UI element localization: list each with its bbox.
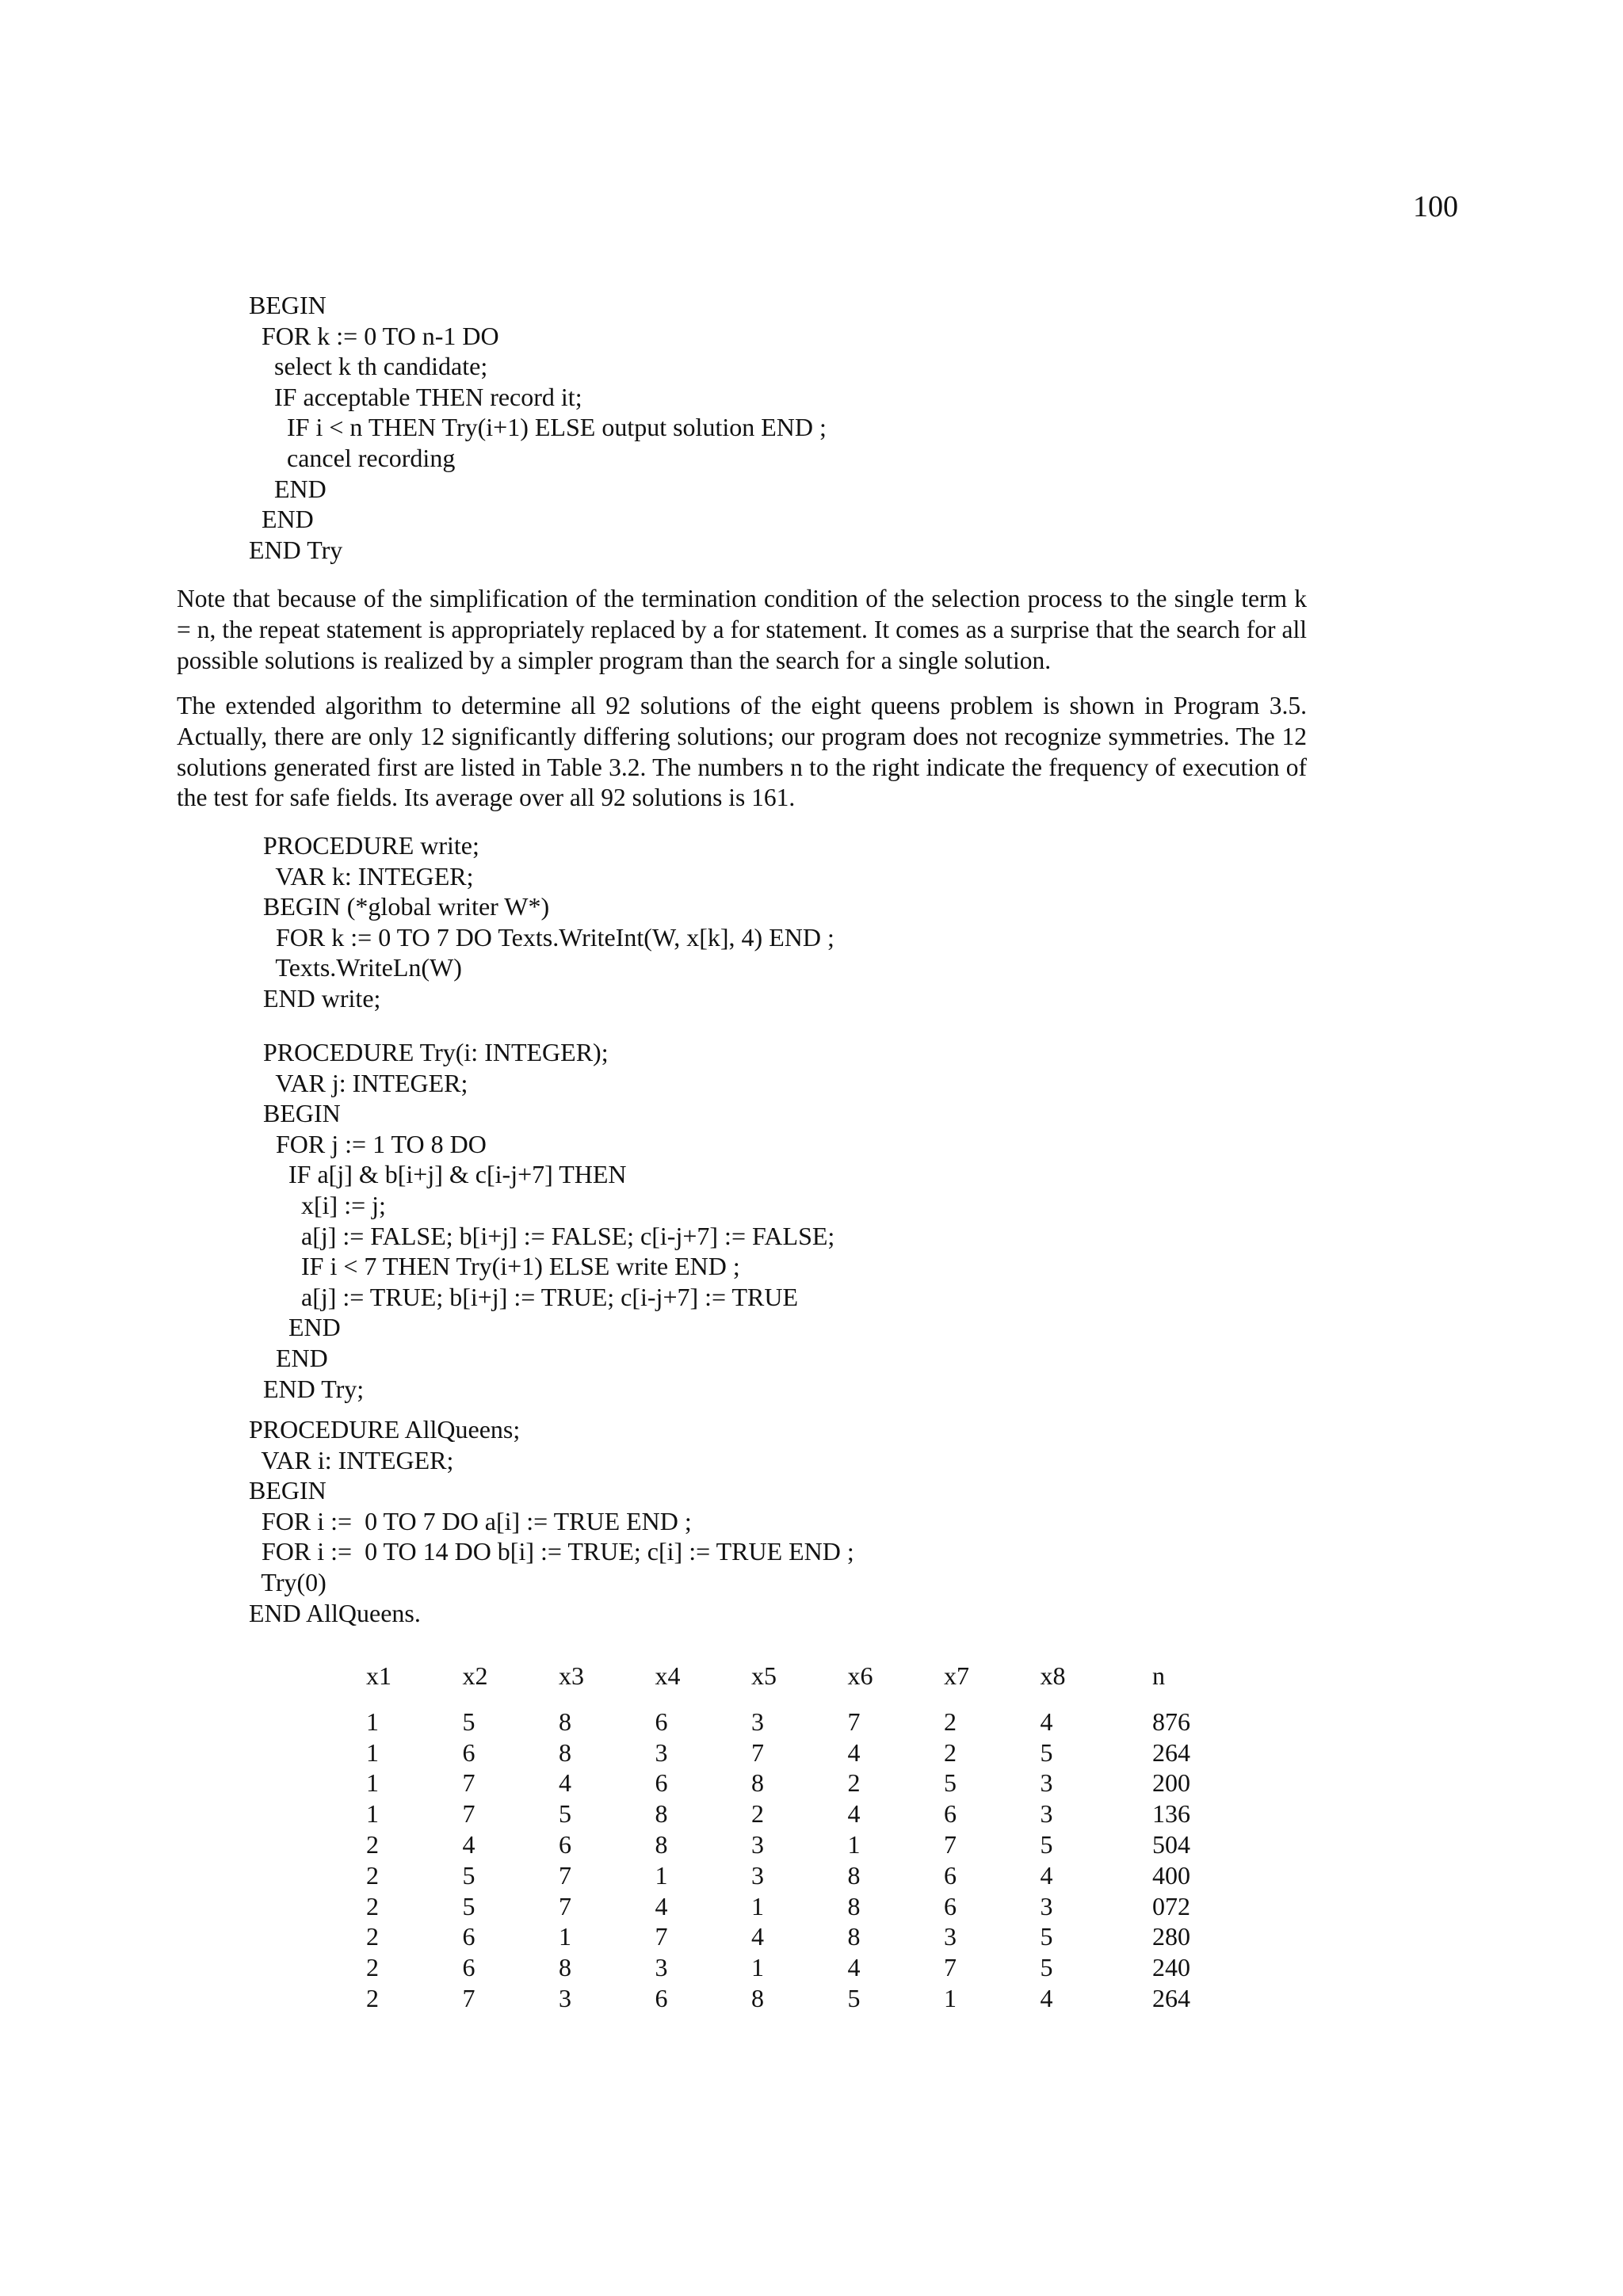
table-cell: 2 [944,1737,957,1767]
table-cell: 4 [847,1953,861,1982]
header-cell: x6 [847,1661,873,1690]
header-cell: x2 [462,1661,488,1690]
header-cell: x4 [655,1661,681,1690]
table-row [366,1707,1200,1737]
table-cell: 4 [847,1737,861,1767]
table-cell: 7 [462,1799,475,1829]
table-cell: 6 [944,1860,957,1890]
table-cell: 1 [847,1829,861,1859]
table-cell: 3 [751,1860,764,1890]
table-cell: 5 [1040,1829,1053,1859]
table-cell: 5 [462,1891,475,1920]
table-cell: 5 [847,1983,861,2012]
table-cell: 4 [1040,1860,1053,1890]
table-cell: 8 [751,1768,764,1798]
table-cell: 264 [1152,1983,1190,2012]
table-cell: 5 [1040,1737,1053,1767]
table-cell: 4 [847,1799,861,1829]
table-row [366,1983,1200,2014]
table-cell: 1 [944,1983,957,2012]
table-row [366,1737,1200,1768]
header-cell: x5 [751,1661,777,1690]
table-cell: 8 [751,1983,764,2012]
paragraph-termination-note: Note that because of the simplification of the termination condition of the selection process to the single term k = n, the repeat statement is appropriately replaced by a for statement. It comes as a surprise that the search for all possible solutions is realized by a simpler program than the search for a single solution. [177,585,1307,674]
table-cell: 2 [366,1922,379,1951]
table-cell: 264 [1152,1737,1190,1767]
table-cell: 2 [366,1953,379,1982]
solutions-table [366,1661,1200,2014]
table-cell: 7 [462,1768,475,1798]
table-row [366,1798,1200,1829]
table-cell: 6 [462,1953,475,1982]
table-cell: 4 [462,1829,475,1859]
table-cell: 1 [751,1953,764,1982]
table-cell: 1 [366,1799,379,1829]
table-cell: 4 [655,1891,668,1920]
table-cell: 504 [1152,1829,1190,1859]
paragraph-extended-algorithm: The extended algorithm to determine all 92 solutions of the eight queens problem is shown in Program 3.5. Actually, there are only 12 significantly differing solutions; our program does not recognize symmetries. The 12 solutions generated first are listed in Table 3.2. The numbers n to the right indicate the frequency of execution of the test for safe fields. Its average over all 92 solutions is 161. [177,692,1307,812]
table-cell: 6 [655,1707,668,1736]
table-cell: 8 [847,1891,861,1920]
table-cell: 400 [1152,1860,1190,1890]
table-cell: 3 [1040,1799,1053,1829]
table-cell: 1 [655,1860,668,1890]
table-cell: 1 [366,1768,379,1798]
table-cell: 3 [1040,1891,1053,1920]
table-row [366,1952,1200,1983]
code-block-try-all-solutions: BEGIN FOR k := 0 TO n-1 DO select k th candidate; IF acceptable THEN record it; IF i < n THEN Try(i+1) ELSE output solution END ; cancel recording END END END Try [249,291,827,564]
table-cell: 2 [751,1799,764,1829]
table-cell: 8 [655,1799,668,1829]
table-cell: 2 [366,1860,379,1890]
table-cell: 4 [751,1922,764,1951]
table-cell: 6 [944,1799,957,1829]
table-cell: 5 [944,1768,957,1798]
table-cell: 3 [751,1707,764,1736]
table-row [366,1891,1200,1922]
table-cell: 2 [366,1829,379,1859]
table-cell: 8 [847,1860,861,1890]
table-cell: 5 [1040,1953,1053,1982]
table-cell: 5 [462,1860,475,1890]
table-row [366,1829,1200,1860]
table-cell: 2 [366,1983,379,2012]
code-block-procedure-write: PROCEDURE write; VAR k: INTEGER; BEGIN (*global writer W*) FOR k := 0 TO 7 DO Texts.WriteInt(W, x[k], 4) END ; Texts.WriteLn(W) END write; [263,831,834,1013]
table-cell: 3 [655,1737,668,1767]
table-cell: 4 [1040,1983,1053,2012]
table-cell: 1 [366,1707,379,1736]
table-cell: 1 [559,1922,571,1951]
table-cell: 7 [847,1707,861,1736]
table-cell: 8 [655,1829,668,1859]
table-cell: 7 [559,1891,571,1920]
header-cell: n [1152,1661,1165,1690]
table-cell: 2 [366,1891,379,1920]
code-block-procedure-try: PROCEDURE Try(i: INTEGER); VAR j: INTEGER; BEGIN FOR j := 1 TO 8 DO IF a[j] & b[i+j] & c[i-j+7] THEN x[i] := j; a[j] := FALSE; b[i+j] := FALSE; c[i-j+7] := FALSE; IF i < 7 THEN Try(i+1) ELSE write END ; a[j] := TRUE; b[i+j] := TRUE; c[i-j+7] := TRUE END END END Try; [263,1038,835,1403]
table-cell: 6 [655,1983,668,2012]
table-cell: 4 [1040,1707,1053,1736]
table-cell: 2 [847,1768,861,1798]
table-cell: 1 [751,1891,764,1920]
table-row [366,1768,1200,1798]
header-cell: x1 [366,1661,391,1690]
table-cell: 3 [655,1953,668,1982]
page-number: 100 [1413,190,1458,223]
table-cell: 876 [1152,1707,1190,1736]
table-cell: 5 [462,1707,475,1736]
code-block-procedure-allqueens: PROCEDURE AllQueens; VAR i: INTEGER; BEGIN FOR i := 0 TO 7 DO a[i] := TRUE END ; FOR i := 0 TO 14 DO b[i] := TRUE; c[i] := TRUE END ; Try(0) END AllQueens. [249,1415,854,1627]
table-cell: 3 [751,1829,764,1859]
table-cell: 6 [655,1768,668,1798]
table-cell: 6 [944,1891,957,1920]
table-header-row [366,1661,1200,1707]
table-row [366,1860,1200,1891]
table-cell: 5 [559,1799,571,1829]
table-cell: 3 [1040,1768,1053,1798]
table-cell: 200 [1152,1768,1190,1798]
table-cell: 6 [462,1922,475,1951]
table-cell: 2 [944,1707,957,1736]
table-cell: 8 [847,1922,861,1951]
table-cell: 7 [655,1922,668,1951]
table-cell: 4 [559,1768,571,1798]
table-cell: 240 [1152,1953,1190,1982]
table-cell: 3 [559,1983,571,2012]
table-cell: 7 [751,1737,764,1767]
solutions-table-header [366,1661,1200,1707]
table-cell: 7 [462,1983,475,2012]
table-row [366,1921,1200,1952]
table-cell: 7 [944,1953,957,1982]
header-cell: x8 [1040,1661,1066,1690]
header-cell: x7 [944,1661,969,1690]
table-cell: 280 [1152,1922,1190,1951]
table-cell: 6 [462,1737,475,1767]
table-cell: 136 [1152,1799,1190,1829]
table-cell: 7 [559,1860,571,1890]
header-cell: x3 [559,1661,584,1690]
table-cell: 1 [366,1737,379,1767]
table-cell: 8 [559,1953,571,1982]
table-cell: 6 [559,1829,571,1859]
table-cell: 8 [559,1737,571,1767]
table-cell: 5 [1040,1922,1053,1951]
table-cell: 8 [559,1707,571,1736]
table-cell: 072 [1152,1891,1190,1920]
table-cell: 7 [944,1829,957,1859]
solutions-table-body [366,1707,1200,2014]
table-cell: 3 [944,1922,957,1951]
